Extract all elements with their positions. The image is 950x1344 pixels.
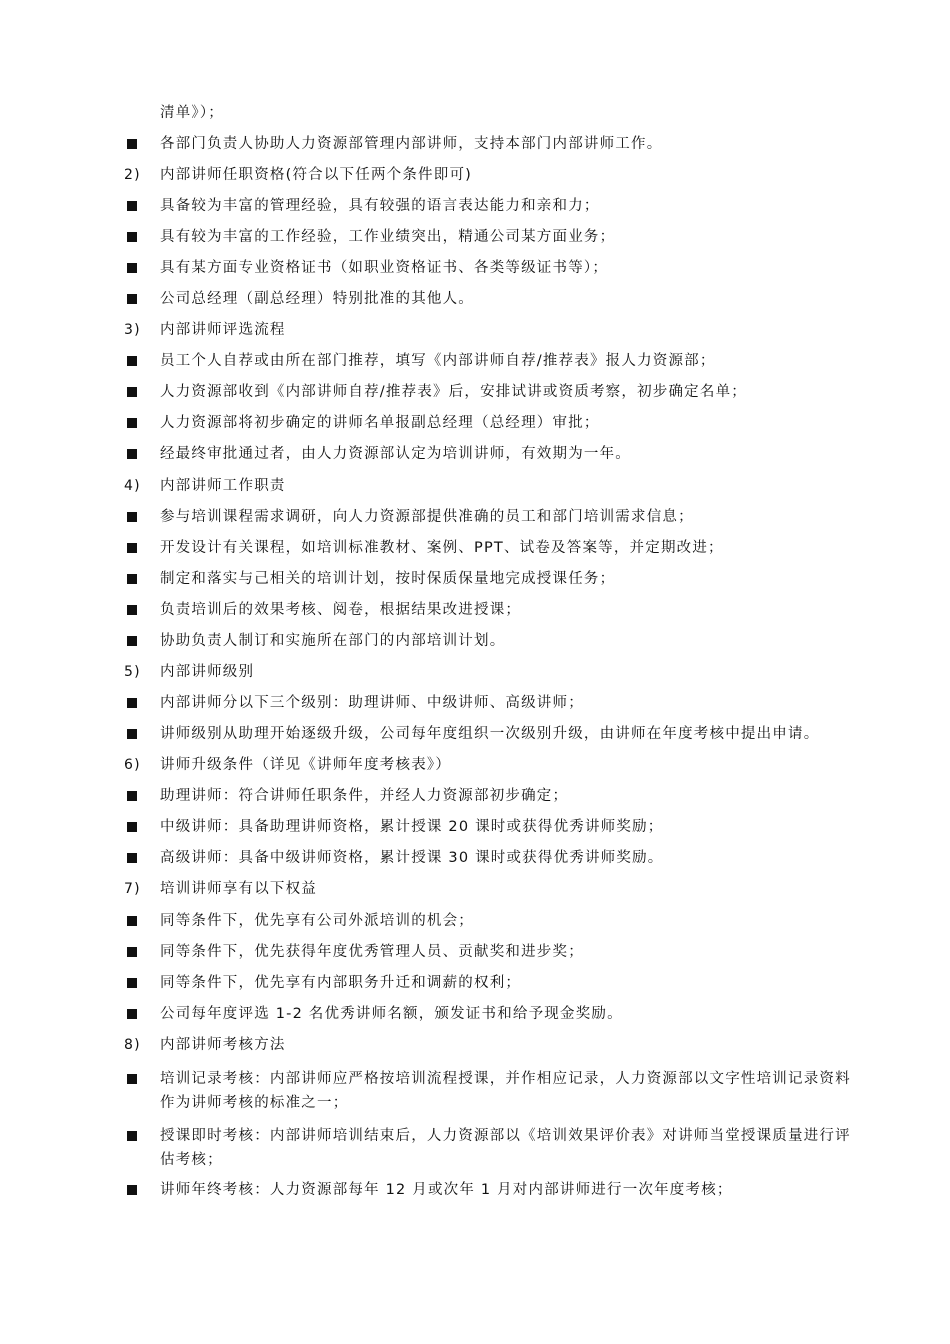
list-item: 讲师级别从助理开始逐级升级，公司每年度组织一次级别升级，由讲师在年度考核中提出申请。 [160,726,820,742]
list-item: 具备较为丰富的管理经验，具有较强的语言表达能力和亲和力； [160,198,600,214]
list-item: 培训记录考核：内部讲师应严格按培训流程授课，并作相应记录，人力资源部以文字性培训记录资料作为讲师考核的标准之一； [160,1071,851,1111]
list-item: 负责培训后的效果考核、阅卷，根据结果改进授课； [160,602,522,618]
section-heading: 7) 培训讲师享有以下权益 [124,881,317,897]
list-item: 内部讲师分以下三个级别：助理讲师、中级讲师、高级讲师； [160,695,584,711]
section-heading: 8) 内部讲师考核方法 [124,1037,286,1053]
list-item: 同等条件下，优先享有内部职务升迁和调薪的权利； [160,975,522,991]
list-item: 人力资源部将初步确定的讲师名单报副总经理（总经理）审批； [160,415,600,431]
section-heading: 2) 内部讲师任职资格(符合以下任两个条件即可) [124,167,473,183]
list-item: 助理讲师：符合讲师任职条件，并经人力资源部初步确定； [160,788,569,804]
list-item: 高级讲师：具备中级讲师资格，累计授课 30 课时或获得优秀讲师奖励。 [160,850,664,866]
list-item: 授课即时考核：内部讲师培训结束后，人力资源部以《培训效果评价表》对讲师当堂授课质量进行评估考核； [160,1128,851,1168]
list-item: 开发设计有关课程，如培训标准教材、案例、PPT、试卷及答案等，并定期改进； [160,540,724,556]
list-item: 公司总经理（副总经理）特别批准的其他人。 [160,291,474,307]
section-heading: 3) 内部讲师评选流程 [124,322,286,338]
list-item: 同等条件下，优先获得年度优秀管理人员、贡献奖和进步奖； [160,944,584,960]
list-item: 具有某方面专业资格证书（如职业资格证书、各类等级证书等）； [160,260,609,276]
section-heading: 5) 内部讲师级别 [124,664,255,680]
list-item: 参与培训课程需求调研，向人力资源部提供准确的员工和部门培训需求信息； [160,509,694,525]
list-item: 各部门负责人协助人力资源部管理内部讲师，支持本部门内部讲师工作。 [160,136,663,152]
section-heading: 4) 内部讲师工作职责 [124,478,286,494]
continued-text: 清单》）； [160,105,224,121]
list-item: 协助负责人制订和实施所在部门的内部培训计划。 [160,633,506,649]
section-heading: 6) 讲师升级条件（详见《讲师年度考核表》） [124,757,452,773]
list-item: 具有较为丰富的工作经验，工作业绩突出，精通公司某方面业务； [160,229,616,245]
list-item: 讲师年终考核：人力资源部每年 12 月或次年 1 月对内部讲师进行一次年度考核； [160,1182,733,1198]
list-item: 员工个人自荐或由所在部门推荐，填写《内部讲师自荐/推荐表》报人力资源部； [160,353,716,369]
list-item: 公司每年度评选 1-2 名优秀讲师名额，颁发证书和给予现金奖励。 [160,1006,623,1022]
list-item: 制定和落实与己相关的培训计划，按时保质保量地完成授课任务； [160,571,616,587]
list-item: 经最终审批通过者，由人力资源部认定为培训讲师，有效期为一年。 [160,446,631,462]
list-item: 同等条件下，优先享有公司外派培训的机会； [160,913,474,929]
list-item: 中级讲师：具备助理讲师资格，累计授课 20 课时或获得优秀讲师奖励； [160,819,664,835]
list-item: 人力资源部收到《内部讲师自荐/推荐表》后，安排试讲或资质考察，初步确定名单； [160,384,747,400]
